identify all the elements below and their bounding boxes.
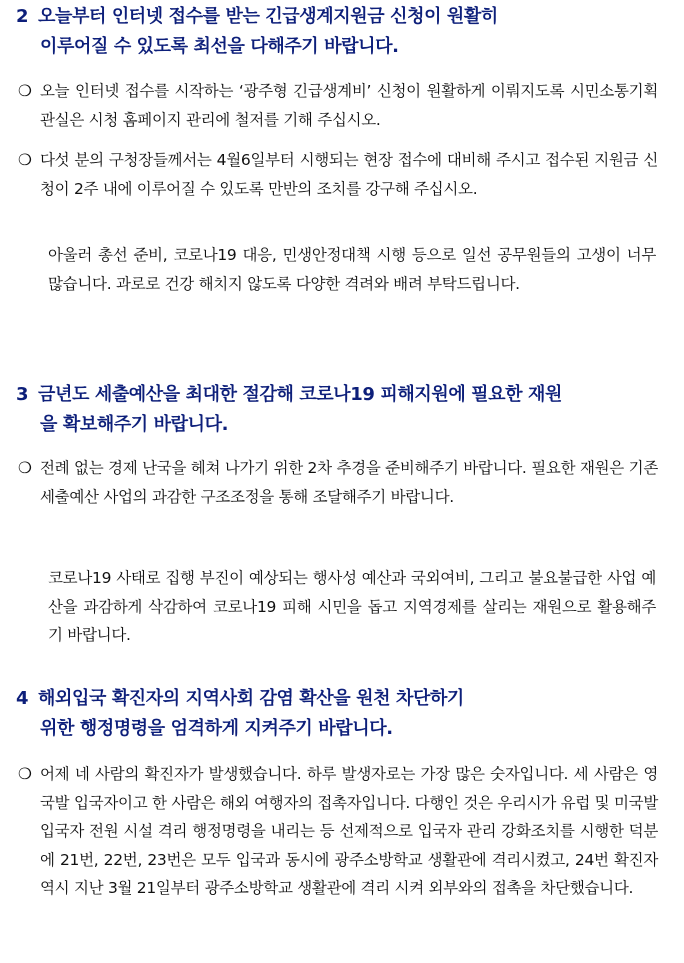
bullet-circle-icon: ❍ <box>18 82 32 100</box>
bullet-item <box>18 146 658 203</box>
bullet-text: 다섯 분의 구청장들께서는 4월6일부터 시행되는 현장 접수에 대비해 주시고 접수된 지원금 신청이 2주 내에 이루어질 수 있도록 만반의 조치를 강구해 주십시오. <box>40 151 658 198</box>
section-2-heading <box>16 2 666 62</box>
section-title-line1: 오늘부터 인터넷 접수를 받는 긴급생계지원금 신청이 원활히 <box>38 6 498 27</box>
bullet-item <box>18 77 658 134</box>
bullet-text: 전례 없는 경제 난국을 헤쳐 나가기 위한 2차 추경을 준비해주기 바랍니다. 필요한 재원은 기존 세출예산 사업의 과감한 구조조정을 통해 조달해주기 바랍니다. <box>40 459 658 506</box>
section-title-line2: 위한 행정명령을 엄격하게 지켜주기 바랍니다. <box>40 718 393 739</box>
section-title-line1: 해외입국 확진자의 지역사회 감염 확산을 원천 차단하기 <box>38 688 464 709</box>
section-4-heading <box>16 684 666 744</box>
section-title-line1: 금년도 세출예산을 최대한 절감해 코로나19 피해지원에 필요한 재원 <box>38 384 562 405</box>
section-number: 3 <box>16 384 29 405</box>
section-3-heading <box>16 380 666 440</box>
section-title-line2: 을 확보해주기 바랍니다. <box>40 414 229 435</box>
bullet-circle-icon: ❍ <box>18 151 32 169</box>
paragraph: 코로나19 사태로 집행 부진이 예상되는 행사성 예산과 국외여비, 그리고 불요불급한 사업 예산을 과감하게 삭감하여 코로나19 피해 시민을 돕고 지역경제를 살리는 재원으로 활용해주기 바랍니다. <box>48 569 656 644</box>
paragraph: 아울러 총선 준비, 코로나19 대응, 민생안정대책 시행 등으로 일선 공무원들의 고생이 너무 많습니다. 과로로 건강 해치지 않도록 다양한 격려와 배려 부탁드립니다. <box>48 246 656 293</box>
section-number: 2 <box>16 6 29 27</box>
bullet-item <box>18 454 658 511</box>
bullet-circle-icon: ❍ <box>18 459 32 477</box>
bullet-text: 오늘 인터넷 접수를 시작하는 ‘광주형 긴급생계비’ 신청이 원활하게 이뤄지도록 시민소통기획관실은 시청 홈페이지 관리에 철저를 기해 주십시오. <box>40 82 658 129</box>
section-title-line2: 이루어질 수 있도록 최선을 다해주기 바랍니다. <box>40 36 399 57</box>
bullet-circle-icon: ❍ <box>18 765 32 783</box>
bullet-text: 어제 네 사람의 확진자가 발생했습니다. 하루 발생자로는 가장 많은 숫자입니다. 세 사람은 영국발 입국자이고 한 사람은 해외 여행자의 접촉자입니다. 다행인 것은 우리시가 유럽 및 미국발 입국자 전원 시설 격리 행정명령을 내리는 등 선제적으로 입국자 관리 강화조치를 시행한 덕분에 21번, 22번, 23번은 모두 입국과 동시에 광주소방학교 생활관에 격리시켰고, 24번 확진자 역시 지난 3월 21일부터 광주소방학교 생활관에 격리 시켜 외부와의 접촉을 차단했습니다. <box>40 765 658 897</box>
section-number: 4 <box>16 688 29 709</box>
bullet-item <box>18 760 658 903</box>
